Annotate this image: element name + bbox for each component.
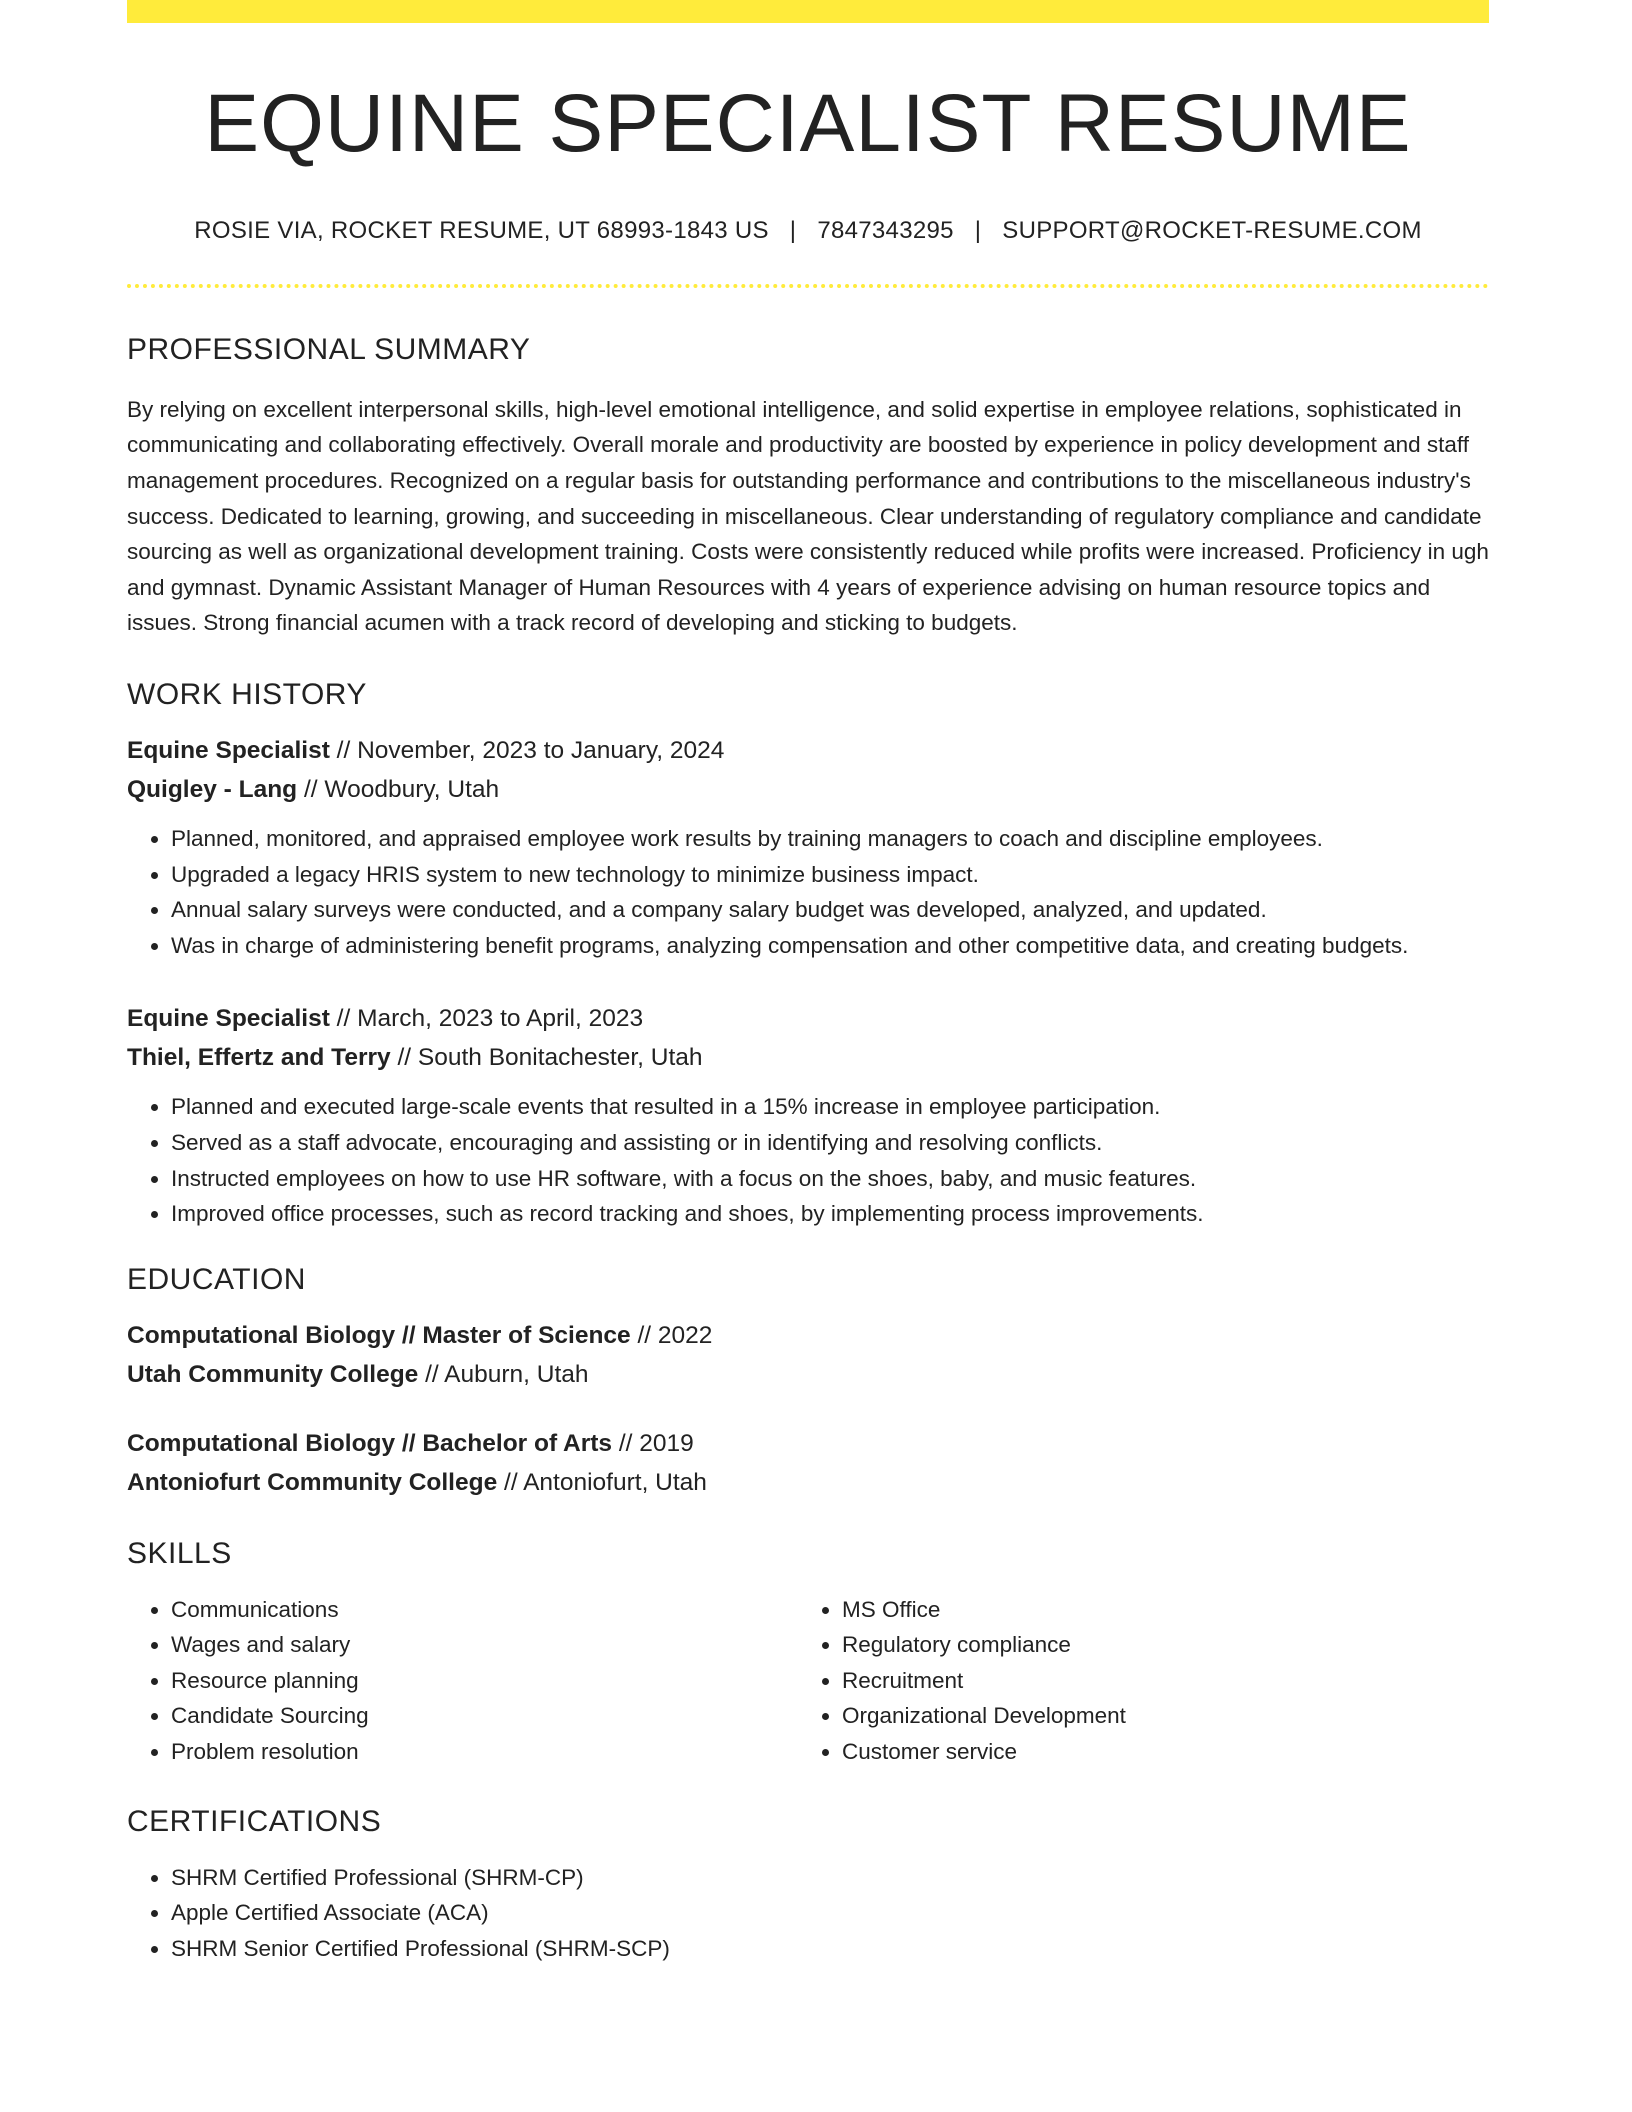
education-entry — [127, 1424, 1489, 1502]
summary-text: By relying on excellent interpersonal skills, high-level emotional intelligence, and solid expertise in employee relations, sophisticated in communicating and collaborating effectively. Overall morale and productivity are boosted by experience in policy development and staff management procedures. Recognized on a regular basis for outstanding performance and contributions to the miscellaneous industry's success. Dedicated to learning, growing, and succeeding in miscellaneous. Clear understanding of regulatory compliance and candidate sourcing as well as organizational development training. Costs were consistently reduced while profits were increased. Proficiency in ugh and gymnast. Dynamic Assistant Manager of Human Resources with 4 years of experience advising on human resource topics and issues. Strong financial acumen with a track record of developing and sticking to budgets. — [127, 396, 1489, 636]
education-year: // 2019 — [612, 1429, 694, 1457]
contact-separator: | — [789, 217, 797, 244]
contact-email: SUPPORT@ROCKET-RESUME.COM — [1002, 217, 1422, 244]
education-school-line — [127, 1355, 1489, 1394]
list-item: • Annual salary surveys were conducted, and a company salary budget was developed, analyzed, and updated. — [171, 892, 1489, 928]
job-company: Thiel, Effertz and Terry — [127, 1044, 391, 1072]
job-title: Equine Specialist — [127, 1005, 330, 1033]
job-location: // Woodbury, Utah — [297, 775, 500, 803]
contact-line — [127, 217, 1489, 246]
skills-left-list — [127, 1592, 798, 1770]
resume-page — [127, 0, 1489, 1966]
job-bullets — [127, 1089, 1489, 1231]
summary-heading: PROFESSIONAL SUMMARY — [127, 332, 531, 366]
resume-title: EQUINE SPECIALIST RESUME — [204, 78, 1412, 169]
list-item: • Apple Certified Associate (ACA) — [171, 1895, 1489, 1931]
list-item: • Problem resolution — [171, 1734, 798, 1770]
contact-phone: 7847343295 — [817, 217, 954, 244]
list-item: • Improved office processes, such as record tracking and shoes, by implementing process improvements. — [171, 1196, 1489, 1232]
list-item: • Customer service — [842, 1734, 1469, 1770]
education-school-line — [127, 1463, 1489, 1502]
education-degree-line — [127, 1424, 1489, 1463]
skills-right-list — [798, 1592, 1469, 1770]
list-item: • Planned and executed large-scale events that resulted in a 15% increase in employee participation. — [171, 1089, 1489, 1125]
work-history-heading: WORK HISTORY — [127, 677, 367, 711]
job-entry — [127, 999, 1489, 1231]
education-year: // 2022 — [630, 1321, 713, 1349]
list-item: • Served as a staff advocate, encouraging and assisting or in identifying and resolving conflicts. — [171, 1125, 1489, 1161]
job-company-line — [127, 770, 1489, 809]
list-item: • SHRM Senior Certified Professional (SHRM-SCP) — [171, 1931, 1489, 1967]
education-heading: EDUCATION — [127, 1262, 306, 1296]
skills-columns — [127, 1592, 1489, 1770]
job-dates: // March, 2023 to April, 2023 — [329, 1005, 644, 1033]
top-accent-bar — [127, 0, 1489, 23]
list-item: • Communications — [171, 1592, 798, 1628]
education-entry — [127, 1316, 1489, 1394]
skills-heading: SKILLS — [127, 1536, 232, 1570]
education-school: Antoniofurt Community College — [127, 1468, 498, 1496]
contact-address: ROSIE VIA, ROCKET RESUME, UT 68993-1843 US — [194, 217, 769, 244]
list-item: • Upgraded a legacy HRIS system to new technology to minimize business impact. — [171, 857, 1489, 893]
job-location: // South Bonitachester, Utah — [390, 1044, 703, 1072]
job-company: Quigley - Lang — [127, 775, 298, 803]
job-bullets — [127, 821, 1489, 963]
list-item: • Recruitment — [842, 1663, 1469, 1699]
job-dates: // November, 2023 to January, 2024 — [329, 736, 725, 764]
job-title: Equine Specialist — [127, 736, 330, 764]
list-item: • Planned, monitored, and appraised employee work results by training managers to coach and discipline employees. — [171, 821, 1489, 857]
education-location: // Auburn, Utah — [418, 1360, 589, 1388]
list-item: • Resource planning — [171, 1663, 798, 1699]
contact-separator: | — [974, 217, 982, 244]
list-item: • Was in charge of administering benefit programs, analyzing compensation and other competitive data, and creating budgets. — [171, 928, 1489, 964]
header-divider — [127, 284, 1489, 288]
education-degree: Computational Biology // Master of Science — [127, 1321, 631, 1349]
list-item: • SHRM Certified Professional (SHRM-CP) — [171, 1860, 1489, 1896]
job-entry — [127, 731, 1489, 963]
list-item: • MS Office — [842, 1592, 1469, 1628]
education-degree-line — [127, 1316, 1489, 1355]
education-school: Utah Community College — [127, 1360, 419, 1388]
list-item: • Wages and salary — [171, 1627, 798, 1663]
list-item: • Instructed employees on how to use HR software, with a focus on the shoes, baby, and music features. — [171, 1161, 1489, 1197]
job-title-line — [127, 731, 1489, 770]
job-title-line — [127, 999, 1489, 1038]
education-location: // Antoniofurt, Utah — [497, 1468, 707, 1496]
list-item: • Candidate Sourcing — [171, 1698, 798, 1734]
job-company-line — [127, 1038, 1489, 1077]
list-item: • Organizational Development — [842, 1698, 1469, 1734]
list-item: • Regulatory compliance — [842, 1627, 1469, 1663]
certifications-heading: CERTIFICATIONS — [127, 1804, 382, 1838]
certifications-list — [127, 1860, 1489, 1967]
education-degree: Computational Biology // Bachelor of Arts — [127, 1429, 613, 1457]
